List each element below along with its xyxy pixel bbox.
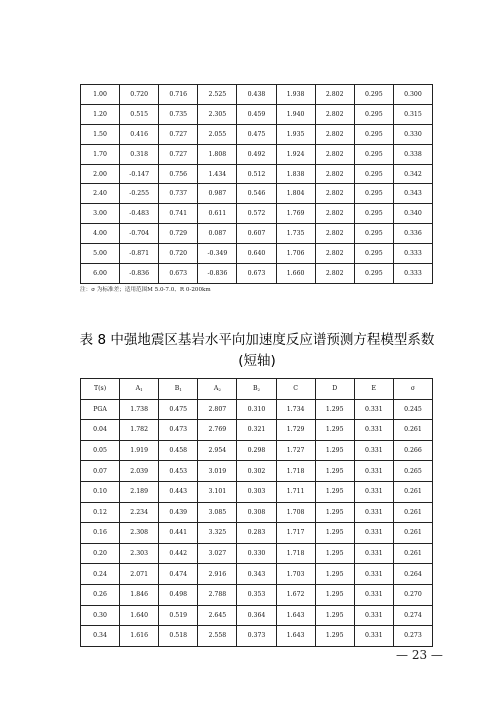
table-cell: 0.26	[81, 584, 120, 605]
table-cell: 0.261	[393, 481, 432, 502]
table-cell: 1.706	[276, 244, 315, 264]
table-cell: 2.802	[315, 144, 354, 164]
table-cell: 0.273	[393, 626, 432, 647]
table-cell: 2.802	[315, 124, 354, 144]
table-cell: 0.338	[393, 144, 432, 164]
table-cell: 0.298	[237, 440, 276, 461]
table-row	[81, 481, 433, 502]
table-cell: 2.558	[198, 626, 237, 647]
table-row	[81, 626, 433, 647]
table-row	[81, 399, 433, 420]
table-cell: 1.616	[120, 626, 159, 647]
table-cell: 0.729	[159, 224, 198, 244]
table-cell: 0.331	[354, 626, 393, 647]
table-cell: 6.00	[81, 264, 120, 284]
table-cell: 0.364	[237, 605, 276, 626]
table-cell: 1.643	[276, 626, 315, 647]
table-cell: 0.270	[393, 584, 432, 605]
table-cell: 1.718	[276, 543, 315, 564]
table-cell: 1.717	[276, 523, 315, 544]
table-cell: 1.838	[276, 164, 315, 184]
table-cell: 1.703	[276, 564, 315, 585]
table-cell: 0.441	[159, 523, 198, 544]
table-cell: 0.295	[354, 144, 393, 164]
table-cell: 0.331	[354, 605, 393, 626]
table-cell: 0.295	[354, 244, 393, 264]
table-cell: 1.919	[120, 440, 159, 461]
table-cell: 0.453	[159, 461, 198, 482]
table-cell: 0.12	[81, 502, 120, 523]
column-header-subscript: 1	[140, 387, 143, 393]
table-cell: 0.331	[354, 461, 393, 482]
table-cell: 0.10	[81, 481, 120, 502]
table-cell: 0.720	[159, 244, 198, 264]
table-cell: 0.331	[354, 584, 393, 605]
table-cell: 2.308	[120, 523, 159, 544]
column-header	[315, 379, 354, 400]
table-cell: 1.70	[81, 144, 120, 164]
table-cell: 2.802	[315, 85, 354, 105]
table-cell: 1.295	[315, 584, 354, 605]
table-cell: 1.846	[120, 584, 159, 605]
table-cell: 1.808	[198, 144, 237, 164]
table-cell: 0.333	[393, 244, 432, 264]
table-cell: 2.303	[120, 543, 159, 564]
table-cell: 0.373	[237, 626, 276, 647]
table-row	[81, 264, 433, 284]
table-cell: 1.640	[120, 605, 159, 626]
table-cell: 0.475	[237, 124, 276, 144]
table-cell: 0.475	[159, 399, 198, 420]
table-cell: 1.727	[276, 440, 315, 461]
table-row	[81, 605, 433, 626]
table-cell: 1.735	[276, 224, 315, 244]
table-cell: 3.027	[198, 543, 237, 564]
column-header	[276, 379, 315, 400]
table-cell: 0.987	[198, 184, 237, 204]
table-row	[81, 244, 433, 264]
column-header-label: B	[174, 385, 180, 393]
table-cell: 0.264	[393, 564, 432, 585]
table-cell: 1.718	[276, 461, 315, 482]
table-row	[81, 543, 433, 564]
table-cell: 0.308	[237, 502, 276, 523]
table-cell: 0.611	[198, 204, 237, 224]
table-note: 注：σ 为标准差；适用范围M 5.0-7.0、R 0-200km	[80, 287, 211, 293]
table-cell: 0.518	[159, 626, 198, 647]
table-row	[81, 420, 433, 441]
table-cell: 0.353	[237, 584, 276, 605]
table-cell: 1.729	[276, 420, 315, 441]
table-row	[81, 440, 433, 461]
table-cell: 0.331	[354, 481, 393, 502]
table-cell: 0.438	[237, 85, 276, 105]
table-cell: 1.295	[315, 502, 354, 523]
table-cell: 0.720	[120, 85, 159, 105]
table-row	[81, 144, 433, 164]
table-cell: 0.303	[237, 481, 276, 502]
table-cell: 0.331	[354, 523, 393, 544]
table-cell: 0.261	[393, 502, 432, 523]
column-header	[81, 379, 120, 400]
table-cell: 2.802	[315, 264, 354, 284]
table-cell: 0.330	[393, 124, 432, 144]
table-cell: 0.727	[159, 124, 198, 144]
table-row	[81, 85, 433, 105]
column-header	[120, 379, 159, 400]
table-cell: 0.295	[354, 164, 393, 184]
table-row	[81, 461, 433, 482]
table-cell: 4.00	[81, 224, 120, 244]
table-cell: 3.00	[81, 204, 120, 224]
table-cell: -0.836	[120, 264, 159, 284]
table-cell: 0.295	[354, 184, 393, 204]
table-row	[81, 104, 433, 124]
table-cell: 0.331	[354, 543, 393, 564]
column-header-label: C	[293, 385, 298, 393]
table-cell: 0.640	[237, 244, 276, 264]
table-cell: 1.940	[276, 104, 315, 124]
table-cell: 0.343	[237, 564, 276, 585]
table-cell: 0.295	[354, 224, 393, 244]
table-cell: 0.30	[81, 605, 120, 626]
table-cell: 2.802	[315, 204, 354, 224]
table-title: 表 8 中强地震区基岩水平向加速度反应谱预测方程模型系数(短轴)	[79, 332, 435, 369]
table-cell: 2.788	[198, 584, 237, 605]
table-cell: 0.546	[237, 184, 276, 204]
table-cell: 0.16	[81, 523, 120, 544]
table-cell: 0.295	[354, 104, 393, 124]
table-cell: 1.20	[81, 104, 120, 124]
table-cell: 0.24	[81, 564, 120, 585]
table-cell: 1.643	[276, 605, 315, 626]
table-cell: 0.333	[393, 264, 432, 284]
table-cell: 0.266	[393, 440, 432, 461]
column-header-subscript: 2	[218, 387, 221, 393]
table-cell: -0.836	[198, 264, 237, 284]
table-cell: 0.330	[237, 543, 276, 564]
table-cell: 1.295	[315, 626, 354, 647]
table-cell: 1.804	[276, 184, 315, 204]
table-cell: 0.087	[198, 224, 237, 244]
table-cell: 3.019	[198, 461, 237, 482]
table-cell: -0.483	[120, 204, 159, 224]
table-body	[81, 399, 433, 646]
table-cell: 2.039	[120, 461, 159, 482]
table-cell: 0.416	[120, 124, 159, 144]
table-cell: 0.331	[354, 420, 393, 441]
table-cell: 0.519	[159, 605, 198, 626]
column-header-label: D	[332, 385, 338, 393]
table-cell: 1.938	[276, 85, 315, 105]
table-cell: 0.04	[81, 420, 120, 441]
table-cell: 0.474	[159, 564, 198, 585]
table-cell: 2.802	[315, 184, 354, 204]
table-cell: 2.40	[81, 184, 120, 204]
table-cell: 0.310	[237, 399, 276, 420]
table-cell: 0.737	[159, 184, 198, 204]
column-header-label: B	[252, 385, 258, 393]
table-cell: 0.315	[393, 104, 432, 124]
table-cell: 0.572	[237, 204, 276, 224]
table-cell: 0.295	[354, 85, 393, 105]
table-cell: 0.261	[393, 523, 432, 544]
table-cell: 0.498	[159, 584, 198, 605]
table-cell: 1.295	[315, 605, 354, 626]
table-cell: -0.704	[120, 224, 159, 244]
column-header	[393, 379, 432, 400]
table-cell: 0.473	[159, 420, 198, 441]
table-cell: 2.234	[120, 502, 159, 523]
table-cell: 0.492	[237, 144, 276, 164]
table-cell: 1.924	[276, 144, 315, 164]
table-cell: PGA	[81, 399, 120, 420]
table-cell: 2.525	[198, 85, 237, 105]
table-cell: 0.512	[237, 164, 276, 184]
table-cell: 0.265	[393, 461, 432, 482]
table-cell: 2.802	[315, 224, 354, 244]
coefficient-table-continued	[80, 84, 433, 284]
table-cell: 2.802	[315, 164, 354, 184]
table-cell: 0.274	[393, 605, 432, 626]
table-cell: 0.295	[354, 264, 393, 284]
table-cell: 0.331	[354, 440, 393, 461]
column-header	[354, 379, 393, 400]
table-cell: 2.954	[198, 440, 237, 461]
table-cell: 2.769	[198, 420, 237, 441]
table-cell: 1.734	[276, 399, 315, 420]
table-cell: 0.342	[393, 164, 432, 184]
table-cell: 0.735	[159, 104, 198, 124]
table-cell: 1.295	[315, 420, 354, 441]
table-row	[81, 224, 433, 244]
table-cell: 0.727	[159, 144, 198, 164]
table-header-row	[81, 379, 433, 400]
table-cell: 0.34	[81, 626, 120, 647]
table-cell: 0.20	[81, 543, 120, 564]
table-row	[81, 502, 433, 523]
table-cell: 0.673	[237, 264, 276, 284]
table-cell: 0.343	[393, 184, 432, 204]
table-cell: 0.302	[237, 461, 276, 482]
table-cell: 1.434	[198, 164, 237, 184]
column-header-label: A	[135, 385, 141, 393]
table-cell: 1.711	[276, 481, 315, 502]
table-row	[81, 523, 433, 544]
table-row	[81, 124, 433, 144]
table-cell: 2.00	[81, 164, 120, 184]
table-cell: 0.321	[237, 420, 276, 441]
column-header-subscript: 1	[179, 387, 182, 393]
table-cell: 2.916	[198, 564, 237, 585]
table-cell: 2.305	[198, 104, 237, 124]
column-header-label: A	[213, 385, 219, 393]
column-header-label: E	[371, 385, 377, 393]
column-header-label: σ	[410, 385, 416, 393]
table-cell: 0.300	[393, 85, 432, 105]
table-cell: 0.340	[393, 204, 432, 224]
table-cell: 3.101	[198, 481, 237, 502]
table-cell: 1.738	[120, 399, 159, 420]
table-cell: 0.716	[159, 85, 198, 105]
table-cell: 1.295	[315, 523, 354, 544]
table-row	[81, 584, 433, 605]
table-cell: 1.660	[276, 264, 315, 284]
table-cell: 1.295	[315, 399, 354, 420]
table-cell: 3.085	[198, 502, 237, 523]
table-cell: 0.318	[120, 144, 159, 164]
table-cell: 1.782	[120, 420, 159, 441]
column-header	[237, 379, 276, 400]
table-cell: 1.769	[276, 204, 315, 224]
coefficient-table-short-axis	[80, 378, 433, 647]
table-cell: 1.295	[315, 440, 354, 461]
table-cell: 1.708	[276, 502, 315, 523]
column-header	[159, 379, 198, 400]
table-cell: -0.349	[198, 244, 237, 264]
table-cell: 0.261	[393, 543, 432, 564]
table-cell: 0.331	[354, 399, 393, 420]
table-cell: 0.673	[159, 264, 198, 284]
table-cell: 0.607	[237, 224, 276, 244]
table-row	[81, 564, 433, 585]
table-cell: 2.807	[198, 399, 237, 420]
table-cell: 1.672	[276, 584, 315, 605]
table-cell: 0.442	[159, 543, 198, 564]
table-cell: 0.515	[120, 104, 159, 124]
table-cell: 0.245	[393, 399, 432, 420]
table-cell: 0.331	[354, 502, 393, 523]
table-cell: 0.261	[393, 420, 432, 441]
table-cell: 1.50	[81, 124, 120, 144]
table-cell: 2.189	[120, 481, 159, 502]
column-header-label: T(s)	[93, 385, 107, 393]
column-header-subscript: 2	[257, 387, 261, 393]
table-cell: 0.295	[354, 124, 393, 144]
table-cell: -0.147	[120, 164, 159, 184]
table-cell: 0.295	[354, 204, 393, 224]
table-cell: 1.295	[315, 461, 354, 482]
table-cell: 0.07	[81, 461, 120, 482]
table-row	[81, 204, 433, 224]
table-row	[81, 184, 433, 204]
table-cell: 5.00	[81, 244, 120, 264]
table-cell: 1.00	[81, 85, 120, 105]
table-cell: -0.871	[120, 244, 159, 264]
table-cell: 0.459	[237, 104, 276, 124]
table-cell: 0.439	[159, 502, 198, 523]
table-cell: 1.295	[315, 481, 354, 502]
table-cell: 0.331	[354, 564, 393, 585]
table-cell: 0.336	[393, 224, 432, 244]
table-cell: 0.458	[159, 440, 198, 461]
table-cell: 1.935	[276, 124, 315, 144]
page-number: — 23 —	[396, 648, 443, 662]
table-cell: 0.05	[81, 440, 120, 461]
table-row	[81, 164, 433, 184]
table-cell: 2.802	[315, 104, 354, 124]
table-body	[81, 85, 433, 284]
table-cell: 3.325	[198, 523, 237, 544]
table-cell: 1.295	[315, 543, 354, 564]
table-cell: 2.071	[120, 564, 159, 585]
table-cell: 2.645	[198, 605, 237, 626]
table-cell: 0.283	[237, 523, 276, 544]
column-header	[198, 379, 237, 400]
table-cell: 0.741	[159, 204, 198, 224]
table-cell: -0.255	[120, 184, 159, 204]
table-cell: 1.295	[315, 564, 354, 585]
table-cell: 0.756	[159, 164, 198, 184]
table-cell: 2.055	[198, 124, 237, 144]
table-cell: 0.443	[159, 481, 198, 502]
table-cell: 2.802	[315, 244, 354, 264]
